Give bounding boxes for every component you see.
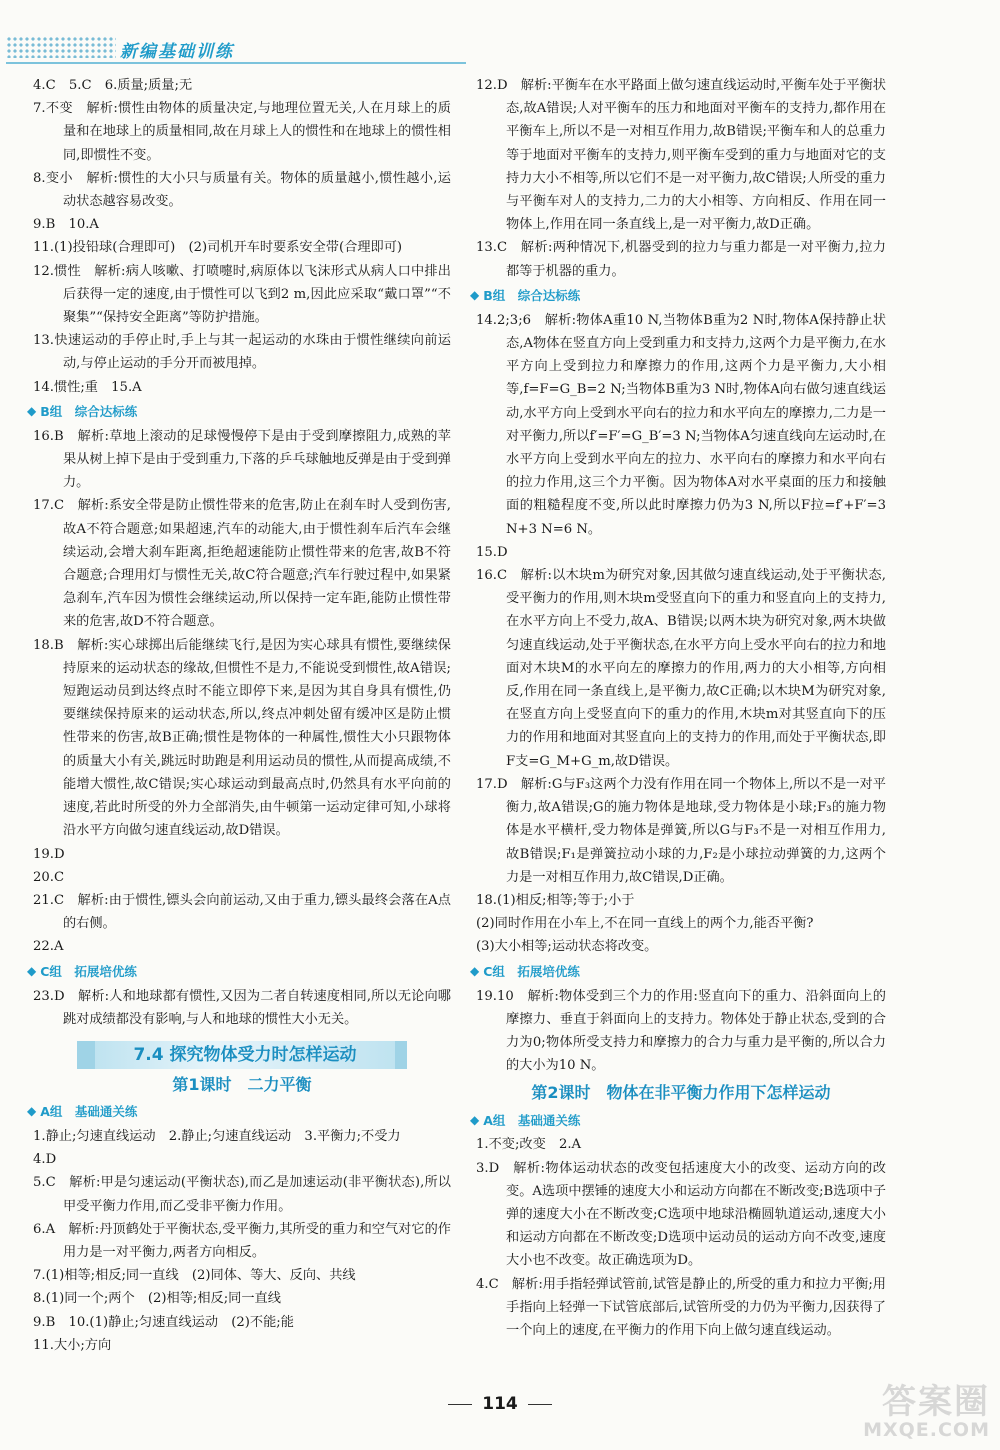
group-heading-c <box>27 961 451 983</box>
answer-item: 16.B 解析:草地上滚动的足球慢慢停下是由于受到摩擦阻力,成熟的苹果从树上掉下是由于受到重力,下落的乒乓球触地反弹是由于受到弹力。 <box>33 428 451 491</box>
answer-item: 1.不变;改变 2.A <box>476 1137 582 1153</box>
group-heading-label: B组 综合达标练 <box>40 404 138 420</box>
group-heading-b <box>470 285 886 307</box>
diamond-icon: ◆ <box>27 404 37 419</box>
page-header <box>0 0 1000 70</box>
answer-item: 4.C 解析:用手指轻弹试管前,试管是静止的,所受的重力和拉力平衡;用手指向上轻弹一下试管底部后,试管所受的力仍为平衡力,因获得了一个向上的速度,在平衡力的作用下向上做匀速直线运动。 <box>476 1276 886 1338</box>
group-heading-a <box>27 1101 451 1123</box>
watermark-line2: MXQE.COM <box>863 1419 990 1441</box>
answer-item: 4.D <box>33 1152 57 1168</box>
header-dot-pattern <box>6 36 116 58</box>
answer-item: 3.D 解析:物体运动状态的改变包括速度大小的改变、运动方向的改变。A选项中摆锤的速度大小和运动方向都在不断改变;B选项中子弹的速度大小在不断改变;C选项中地球沿椭圆轨道运动,速度大小和运动方向都在不断改变;D选项中运动员的运动方向不改变,速度大小也不改变。故正确选项为D。 <box>476 1160 886 1269</box>
diamond-icon: ◆ <box>470 1112 480 1127</box>
answer-item: 19.10 解析:物体受到三个力的作用:竖直向下的重力、沿斜面向上的摩擦力、垂直于斜面向上的支持力。物体处于静止状态,受到的合力为0;物体所受支持力和摩擦力的合力与重力是平衡的,所以合力的大小为10 N。 <box>476 988 886 1074</box>
page-number-dash <box>528 1404 552 1405</box>
diamond-icon: ◆ <box>470 963 480 978</box>
group-heading-label: C组 拓展培优练 <box>483 963 580 979</box>
answer-item: 22.A <box>33 939 64 955</box>
right-column <box>470 74 886 1342</box>
answer-item: 1.静止;匀速直线运动 2.静止;匀速直线运动 3.平衡力;不受力 <box>33 1128 401 1144</box>
answer-item: 23.D 解析:人和地球都有惯性,又因为二者自转速度相同,所以无论向哪跳对成绩都没有影响,与人和地球的惯性大小无关。 <box>33 988 451 1027</box>
answer-item: (2)同时作用在小车上,不在同一直线上的两个力,能否平衡? <box>476 916 814 932</box>
group-heading-label: A组 基础通关练 <box>483 1112 581 1128</box>
lesson-title: 第2课时 物体在非平衡力作用下怎样运动 <box>531 1083 831 1103</box>
answer-item: 18.(1)相反;相等;等于;小于 <box>476 892 635 908</box>
answer-item: (3)大小相等;运动状态将改变。 <box>476 939 658 955</box>
answer-item: 16.C 解析:以木块m为研究对象,因其做匀速直线运动,处于平衡状态,受平衡力的作用,则木块m受竖直向下的重力和竖直向上的支持力,在水平方向上不受力,故A、B错误;以两木块为研究对象,两木块做匀速直线运动,处于平衡状态,在水平方向上受水平向右的拉力和地面对木块M的水平向左的摩擦力的作用,两力的大小相等,方向相反,作用在同一条直线上,是平衡力,故C正确;以木块M为研究对象,在竖直方向上受竖直向下的重力的作用,木块m对其竖直向下的压力的作用和地面对其竖直向上的支持力的作用,而处于平衡状态,即F支=G_M+G_m,故D错误。 <box>476 568 886 769</box>
diamond-icon: ◆ <box>27 963 37 978</box>
answer-item: 15.D <box>476 544 508 560</box>
diamond-icon: ◆ <box>27 1104 37 1119</box>
answer-item: 7.(1)相等;相反;同一直线 (2)同体、等大、反向、共线 <box>33 1268 356 1284</box>
answer-item: 4.C 5.C 6.质量;质量;无 <box>33 78 193 93</box>
left-column <box>27 74 451 1357</box>
page-number-value: 114 <box>482 1394 518 1414</box>
group-heading-label: A组 基础通关练 <box>40 1104 138 1120</box>
diamond-icon: ◆ <box>470 288 480 303</box>
answer-item: 18.B 解析:实心球掷出后能继续飞行,是因为实心球具有惯性,要继续保持原来的运动状态的缘故,但惯性不是力,不能说受到惯性,故A错误;短跑运动员到达终点时不能立即停下来,是因为其自身具有惯性,仍要继续保持原来的运动状态,所以,终点冲刺处留有缓冲区是防止惯性带来的伤害,故B正确;惯性是物体的一种属性,惯性大小只跟物体的质量大小有关,跳远时助跑是利用运动员的惯性,从而提高成绩,不能增大惯性,故C错误;实心球运动到最高点时,仍然具有水平向前的速度,若此时所受的外力全部消失,由牛顿第一运动定律可知,小球将沿水平方向做匀速直线运动,故D错误。 <box>33 637 451 839</box>
answer-item: 14.惯性;重 15.A <box>33 379 142 395</box>
header-brand: 新编基础训练 <box>120 42 234 62</box>
answer-item: 20.C <box>33 869 65 885</box>
answer-item: 8.(1)同一个;两个 (2)相等;相反;同一直线 <box>33 1291 281 1307</box>
answer-item: 21.C 解析:由于惯性,镖头会向前运动,又由于重力,镖头最终会落在A点的右侧。 <box>33 892 451 932</box>
lesson-title: 第1课时 二力平衡 <box>172 1074 312 1094</box>
group-heading-b <box>27 401 451 423</box>
answer-item: 5.C 解析:甲是匀速运动(平衡状态),而乙是加速运动(非平衡状态),所以甲受平衡力作用,而乙受非平衡力作用。 <box>33 1175 451 1214</box>
group-heading-label: C组 拓展培优练 <box>40 963 137 979</box>
answer-item: 13.C 解析:两种情况下,机器受到的拉力与重力都是一对平衡力,拉力都等于机器的重力。 <box>476 240 886 279</box>
answer-item: 9.B 10.A <box>33 217 99 233</box>
group-heading-a <box>470 1109 886 1131</box>
header-rule <box>6 62 466 64</box>
answer-item: 11.(1)投铅球(合理即可) (2)司机开车时要系安全带(合理即可) <box>33 240 403 256</box>
section-title: 7.4 探究物体受力时怎样运动 <box>77 1041 407 1069</box>
answer-item: 12.D 解析:平衡车在水平路面上做匀速直线运动时,平衡车处于平衡状态,故A错误;人对平衡车的压力和地面对平衡车的支持力,都作用在平衡车上,所以不是一对相互作用力,故B错误;平衡车和人的总重力等于地面对平衡车的支持力,则平衡车受到的重力与地面对它的支持力大小不相等,所以它们不是一对平衡力,故C错误;人所受的重力与平衡车对人的支持力,二力的大小相等、方向相反、作用在同一物体上,作用在同一条直线上,是一对平衡力,故D正确。 <box>476 78 886 233</box>
watermark-line1: 答案圈 <box>882 1382 990 1422</box>
answer-item: 17.C 解析:系安全带是防止惯性带来的危害,防止在刹车时人受到伤害,故A不符合题意;如果超速,汽车的动能大,由于惯性刹车后汽车会继续运动,会增大刹车距离,拒绝超速能防止惯性带来的危害,故B不符合题意;合理用灯与惯性无关,故C符合题意;汽车行驶过程中,如果紧急刹车,汽车因为惯性会继续运动,所以保持一定车距,能防止惯性带来的危害,故D不符合题意。 <box>33 498 451 630</box>
page-number-dash <box>448 1404 472 1405</box>
answer-item: 13.快速运动的手停止时,手上与其一起运动的水珠由于惯性继续向前运动,与停止运动的手分开而被甩掉。 <box>33 333 451 372</box>
answer-item: 11.大小;方向 <box>33 1337 112 1353</box>
answer-item: 14.2;3;6 解析:物体A重10 N,当物体B重为2 N时,物体A保持静止状态,A物体在竖直方向上受到重力和支持力,这两个力是平衡力,在水平方向上受到拉力和摩擦力的作用,这两个力是平衡力,大小相等,f=F=G_B=2 N;当物体B重为3 N时,物体A向右做匀速直线运动,水平方向上受到水平向右的拉力和水平向左的摩擦力,二力是一对平衡力,所以f′=F′=G_B′=3 N;当物体A匀速直线向左运动时,在水平方向上受到水平向左的拉力、水平向右的摩擦力和水平向右的拉力作用,这三个力平衡。因为物体A对水平桌面的压力和接触面的粗糙程度不变,所以此时摩擦力仍为3 N,所以F拉=f′+F′=3 N+3 N=6 N。 <box>476 312 886 537</box>
answer-item: 12.惯性 解析:病人咳嗽、打喷嚏时,病原体以飞沫形式从病人口中排出后获得一定的速度,由于惯性可以飞到2 m,因此应采取“戴口罩”“不聚集”“保持安全距离”等防护措施。 <box>33 263 451 326</box>
answer-item: 7.不变 解析:惯性由物体的质量决定,与地理位置无关,人在月球上的质量和在地球上的质量相同,故在月球上人的惯性和在地球上的惯性相同,即惯性不变。 <box>33 101 451 163</box>
answer-item: 8.变小 解析:惯性的大小只与质量有关。物体的质量越小,惯性越小,运动状态越容易改变。 <box>33 170 451 210</box>
answer-item: 19.D <box>33 846 65 862</box>
group-heading-c <box>470 961 886 983</box>
answer-item: 9.B 10.(1)静止;匀速直线运动 (2)不能;能 <box>33 1314 294 1330</box>
group-heading-label: B组 综合达标练 <box>483 288 581 304</box>
answer-item: 17.D 解析:G与F₃这两个力没有作用在同一个物体上,所以不是一对平衡力,故A错误;G的施力物体是地球,受力物体是小球;F₃的施力物体是水平横杆,受力物体是弹簧,所以G与F₃不是一对相互作用力,故B错误;F₁是弹簧拉动小球的力,F₂是小球拉动弹簧的力,这两个力是一对相互作用力,故C错误,D正确。 <box>476 776 886 885</box>
answer-item: 6.A 解析:丹顶鹤处于平衡状态,受平衡力,其所受的重力和空气对它的作用力是一对平衡力,两者方向相反。 <box>33 1221 451 1260</box>
watermark-logo <box>840 1374 990 1444</box>
